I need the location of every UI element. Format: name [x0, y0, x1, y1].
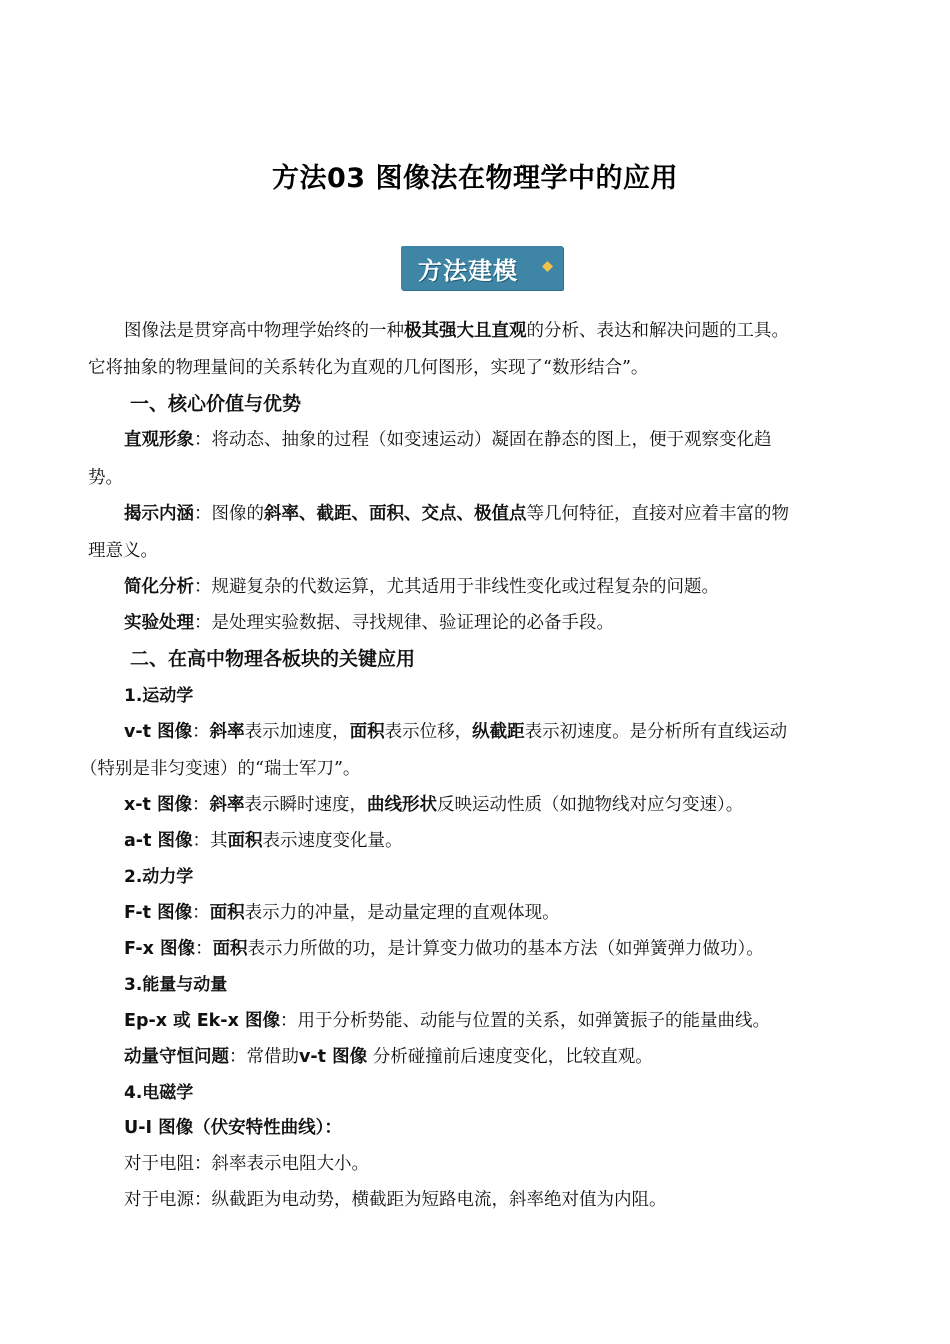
badge-label: 方法建模	[418, 256, 518, 285]
intro-line-1: 图像法是贯穿高中物理学始终的一种极其强大且直观的分析、表达和解决问题的工具。	[124, 321, 789, 341]
section-1-heading: 一、核心价值与优势	[130, 393, 302, 415]
xt-graph-item: x-t 图像：斜率表示瞬时速度，曲线形状反映运动性质（如抛物线对应匀变速）。	[124, 795, 744, 815]
ft-graph-item: F-t 图像：面积表示力的冲量，是动量定理的直观体现。	[124, 903, 560, 923]
vt-graph-item-cont: （特别是非匀变速）的“瑞士军刀”。	[80, 759, 361, 779]
intro-line-2: 它将抽象的物理量间的关系转化为直观的几何图形，实现了“数形结合”。	[88, 358, 649, 378]
item-meaning-cont: 理意义。	[88, 541, 158, 561]
momentum-item: 动量守恒问题：常借助v-t 图像 分析碰撞前后速度变化，比较直观。	[124, 1047, 653, 1067]
ui-resistor-item: 对于电阻：斜率表示电阻大小。	[124, 1154, 369, 1174]
document-title: 方法03 图像法在物理学中的应用	[272, 163, 678, 194]
item-intuitive: 直观形象：将动态、抽象的过程（如变速运动）凝固在静态的图上，便于观察变化趋	[124, 430, 772, 450]
diamond-icon	[542, 261, 553, 272]
fx-graph-item: F-x 图像：面积表示力所做的功，是计算变力做功的基本方法（如弹簧弹力做功）。	[124, 939, 764, 959]
ui-source-item: 对于电源：纵截距为电动势，横截距为短路电流，斜率绝对值为内阻。	[124, 1190, 667, 1210]
item-simplify: 简化分析：规避复杂的代数运算，尤其适用于非线性变化或过程复杂的问题。	[124, 577, 719, 597]
item-intuitive-cont: 势。	[88, 468, 123, 488]
item-meaning: 揭示内涵：图像的斜率、截距、面积、交点、极值点等几何特征，直接对应着丰富的物	[124, 504, 789, 524]
kinematics-heading: 1.运动学	[124, 686, 194, 706]
energy-heading: 3.能量与动量	[124, 975, 228, 995]
ui-graph-item: U-I 图像（伏安特性曲线）：	[124, 1118, 342, 1138]
section-badge	[401, 246, 563, 290]
em-heading: 4.电磁学	[124, 1083, 194, 1103]
dynamics-heading: 2.动力学	[124, 867, 194, 887]
at-graph-item: a-t 图像：其面积表示速度变化量。	[124, 831, 403, 851]
section-2-heading: 二、在高中物理各板块的关键应用	[130, 648, 416, 670]
item-experiment: 实验处理：是处理实验数据、寻找规律、验证理论的必备手段。	[124, 613, 614, 633]
vt-graph-item: v-t 图像：斜率表示加速度，面积表示位移，纵截距表示初速度。是分析所有直线运动	[124, 722, 788, 742]
ep-ek-graph-item: Ep-x 或 Ek-x 图像：用于分析势能、动能与位置的关系，如弹簧振子的能量曲线。	[124, 1011, 770, 1031]
